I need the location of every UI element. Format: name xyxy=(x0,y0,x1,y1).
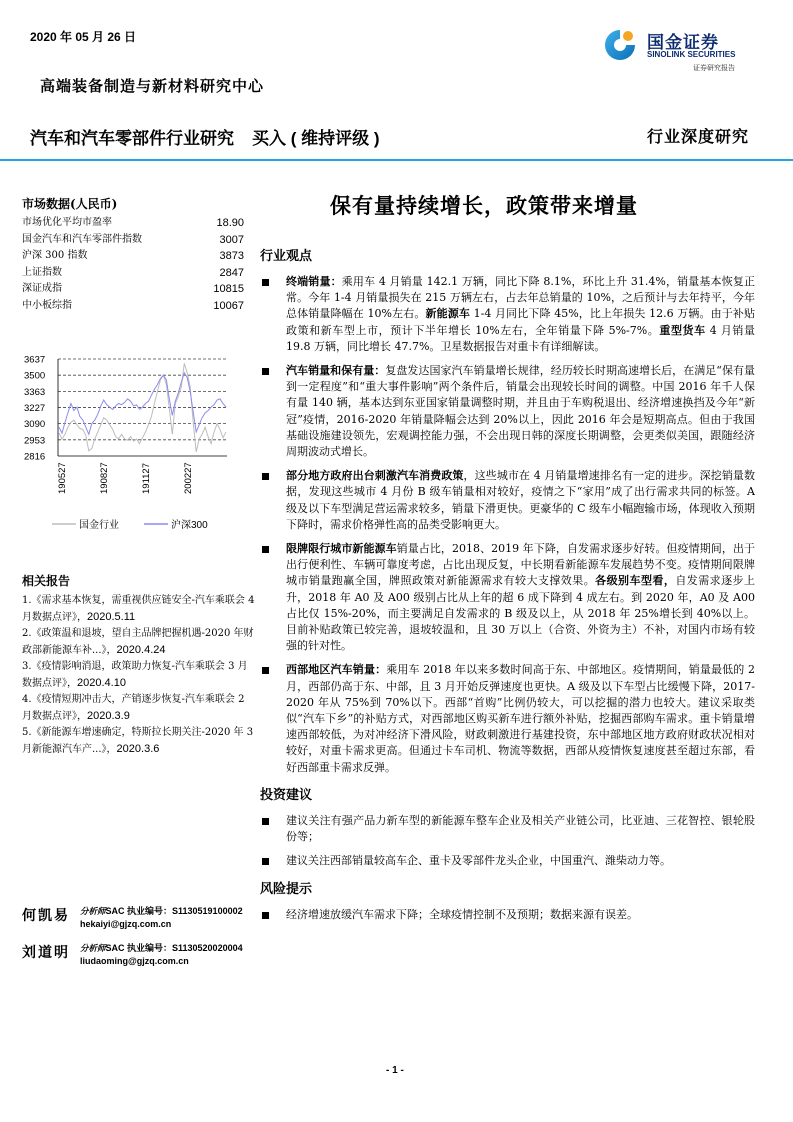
bullet-text: 乘用车 2018 年以来多数时间高于东、中部地区。疫情期间，销量最低的 2 月，西部仍高于东、中部，且 3 月开始反弹速度也更快。A 级及以下车型占比缓慢下降，2017-2020 年从 75%到 70%以下。西部“首购”比例仍较大，可以挖掘的潜力也较大。建议采取类似“汽车下乡”的补贴方式，对西部地区购买新车进行额外补贴，挖掘西部购车需求。重卡销量增速西部较低，为对冲经济下滑风险，财政刺激进行基建投资，东中部地区地方政府财政状况相对较好，对重卡需求更高。但通过卡车司机、物流等数据，西部从疫情恢复速度甚至超过东部，看好西部重卡需求反弹。 xyxy=(286,663,756,774)
analyst-name: 何凯易 xyxy=(22,908,70,924)
market-label: 国金汽车和汽车零部件指数 xyxy=(22,233,142,245)
x-tick-label: 191127 xyxy=(141,463,152,494)
related-report-text: 3.《疫情影响消退，政策助力恢复-汽车乘联会 3 月数据点评》， xyxy=(22,661,248,689)
chart-legend xyxy=(52,518,208,531)
bullet-lead: 西部地区汽车销量 xyxy=(286,663,376,677)
bullet-sep: ： xyxy=(374,364,386,378)
bullet-lead: 部分地方政府出台刺激汽车消费政策 xyxy=(286,469,464,483)
related-report-text: 2.《政策温和退坡，望自主品牌把握机遇-2020 年财政部新能源车补...》， xyxy=(22,628,254,656)
industry-view-bullet xyxy=(260,468,755,533)
market-label: 中小板综指 xyxy=(22,299,72,311)
analyst-cert: SAC 执业编号：S1130519100002 xyxy=(105,906,243,916)
market-data-row xyxy=(22,281,244,298)
bullet-text: 自发需求逐步上升，2018 年 A0 及 A00 级别占比从上年的超 6 成下降到 4 成左右。到 2020 年，A0 及 A00 占比仅 15%-20%，而主要满足自发需求的 B 级及以上，从 2018 年 25%增长到 40%以上。目前补贴政策已较完善，退坡较温和，且 30 万以上（合资、外资为主）不补，对国内市场有较强的针对性。 xyxy=(286,574,756,653)
market-label: 市场优化平均市盈率 xyxy=(22,217,112,228)
related-report-item[interactable] xyxy=(22,626,257,659)
market-value: 10067 xyxy=(213,299,244,312)
bullet-text: 1-4 月同比下降 45%，比上年损失 12.6 万辆。由于补贴政策和新车型上市，预计下半年增长 10%左右，全年销量下降 5%-7%。 xyxy=(286,307,756,337)
analyst-label: 分析师 xyxy=(80,944,106,954)
chart-gridlines xyxy=(58,359,227,440)
analyst-list xyxy=(22,905,262,979)
bullet-lead: 各级别车型看， xyxy=(595,574,676,588)
analyst-email[interactable]: liudaoming@gjzq.com.cn xyxy=(80,956,189,966)
industry-view-bullet xyxy=(260,274,755,355)
market-data-panel xyxy=(22,195,244,314)
market-value: 3007 xyxy=(219,233,244,246)
market-data-row xyxy=(22,248,244,265)
market-value: 3873 xyxy=(219,250,244,262)
investment-bullet: 建议关注西部销量较高车企、重卡及零部件龙头企业，中国重汽、潍柴动力等。 xyxy=(260,853,755,869)
report-title-row xyxy=(30,124,380,149)
market-value: 2847 xyxy=(219,266,244,279)
logo-cn: 国金证券 xyxy=(647,33,719,53)
analyst-card xyxy=(22,942,262,967)
market-data-row xyxy=(22,265,244,282)
y-tick-label: 3090 xyxy=(24,419,46,431)
related-report-date: 2020.3.9 xyxy=(87,710,130,722)
related-report-date: 2020.3.6 xyxy=(116,743,160,755)
bullet-lead: 限牌限行城市新能源车 xyxy=(286,542,397,556)
bullet-sep: ： xyxy=(375,663,387,677)
related-report-item[interactable] xyxy=(22,593,257,626)
market-data-row xyxy=(22,298,244,315)
analyst-info xyxy=(80,905,243,930)
x-tick-label: 190527 xyxy=(57,462,68,494)
analyst-cert: SAC 执业编号：S1130520020004 xyxy=(105,943,243,953)
industry-view-bullet xyxy=(260,662,755,775)
analyst-name: 刘道明 xyxy=(22,945,70,961)
bullet-sep: ： xyxy=(330,275,342,288)
bullet-lead: 终端销量 xyxy=(286,275,331,288)
market-value: 10815 xyxy=(213,283,244,295)
related-report-text: 4.《疫情短期冲击大，产销逐步恢复-汽车乘联会 2 月数据点评》， xyxy=(22,694,245,722)
related-report-item[interactable] xyxy=(22,692,257,725)
rating-badge: 买入 ( 维持评级 ) xyxy=(252,129,380,148)
related-report-date: 2020.4.10 xyxy=(77,677,126,689)
y-tick-label: 3227 xyxy=(24,402,46,414)
report-date: 2020 年 05 月 26 日 xyxy=(30,30,137,44)
legend-label: 沪深300 xyxy=(171,520,208,531)
market-label: 深证成指 xyxy=(22,283,62,294)
report-type: 行业深度研究 xyxy=(646,127,749,146)
related-report-date: 2020.4.24 xyxy=(116,644,166,656)
y-tick-label: 2953 xyxy=(24,435,46,447)
index-line-chart xyxy=(22,352,232,552)
header-divider xyxy=(0,159,793,161)
logo-en: SINOLINK SECURITIES xyxy=(647,50,736,59)
analyst-info xyxy=(80,942,243,967)
x-tick-label: 200227 xyxy=(183,462,194,494)
sinolink-logo xyxy=(603,26,763,72)
research-center: 高端装备制造与新材料研究中心 xyxy=(40,77,265,95)
market-data-row xyxy=(22,215,244,232)
x-tick-label: 190827 xyxy=(99,462,110,494)
investment-heading: 投资建议 xyxy=(260,787,313,803)
bullet-text: 这些城市在 4 月销量增速排名有一定的进步。深挖销量数据，发现这些城市 4 月份 B 级车销量相对较好，疫情之下“家用”成了出行需求共同的标签。A 级及以下车型满足营运需求较多，销量下滑更快。更豪华的 C 级车小幅跑输市场，体现收入预期下降时，需求价格弹性高的品类受影响更大。 xyxy=(286,469,756,531)
industry-view-heading: 行业观点 xyxy=(260,249,313,264)
main-content xyxy=(260,245,755,931)
y-tick-label: 2816 xyxy=(24,451,46,463)
page-number: - 1 - xyxy=(386,1065,404,1076)
analyst-card xyxy=(22,905,262,930)
market-label: 上证指数 xyxy=(22,266,62,278)
bullet-text: 4 月销量 19.8 万辆，同比增长 47.7%。卫星数据报告对重卡有详细解读。 xyxy=(286,323,756,353)
analyst-label: 分析师 xyxy=(80,907,106,917)
bullet-lead: 新能源车 xyxy=(425,307,470,321)
risk-bullet: 经济增速放缓汽车需求下降；全球疫情控制不及预期；数据来源有误差。 xyxy=(260,907,755,923)
related-report-item[interactable] xyxy=(22,725,257,758)
risk-heading: 风险提示 xyxy=(260,881,313,897)
related-reports xyxy=(22,572,257,758)
bullet-lead: 汽车销量和保有量 xyxy=(286,364,375,378)
main-title: 保有量持续增长，政策带来增量 xyxy=(330,193,638,218)
chart-canvas xyxy=(22,352,232,552)
market-data-row xyxy=(22,232,244,249)
legend-label: 国金行业 xyxy=(79,520,119,531)
y-axis-ticks xyxy=(24,355,45,463)
investment-bullet: 建议关注有强产品力新车型的新能源车整车企业及相关产业链公司，比亚迪、三花智控、银轮股份等； xyxy=(260,813,755,845)
bullet-text: 乘用车 4 月销量 142.1 万辆，同比下降 8.1%，环比上升 31.4%，销量基本恢复正常。今年 1-4 月销量损失在 215 万辆左右，占去年总销量的 10%，之后预计与去年持平，今年总体销量降幅在 10%左右。 xyxy=(286,275,756,321)
sinolink-logo-icon xyxy=(603,28,637,62)
related-report-text: 5.《新能源车增速确定，特斯拉长期关注-2020 年 3 月新能源汽车产...》， xyxy=(22,727,254,755)
market-data-table xyxy=(22,215,244,314)
related-report-text: 1.《需求基本恢复，需重视供应链安全-汽车乘联会 4 月数据点评》， xyxy=(22,595,255,623)
series-line-1 xyxy=(59,373,226,435)
report-title: 汽车和汽车零部件行业研究 xyxy=(30,129,234,148)
related-report-date: 2020.5.11 xyxy=(87,611,136,623)
bullet-text: 复盘发达国家汽车销量增长规律，经历较长时期高速增长后，在满足“保有量到一定程度”和“重大事件影响”两个条件后，销量会出现较长时间的调整。中国 2016 年千人保有量 140 辆，基本达到东亚国家销量调整时期，并且由于车购税退出、经济增速换挡及今年“新冠”疫情，2016-2020 年销量降幅会达到 20%以上，因此 2016 年会是短期高点。但由于我国基础设施建设领先，宏观调控能力强，不会出现日韩的深度长期调整，会更类似美国，跟随经济周期波动式增长。 xyxy=(286,364,756,459)
bullet-sep: ， xyxy=(463,469,475,483)
related-reports-title: 相关报告 xyxy=(22,574,71,588)
market-label: 沪深 300 指数 xyxy=(22,250,88,261)
related-report-item[interactable] xyxy=(22,659,257,692)
y-tick-label: 3363 xyxy=(24,386,46,398)
logo-subtitle: 证券研究报告 xyxy=(693,64,735,72)
bullet-lead: 重型货车 xyxy=(659,323,706,337)
industry-view-bullet xyxy=(260,541,755,654)
x-axis-ticks xyxy=(57,462,194,494)
y-tick-label: 3500 xyxy=(24,370,46,382)
industry-view-bullet xyxy=(260,363,755,460)
market-data-title: 市场数据(人民币) xyxy=(22,197,118,211)
bullet-text: 销量占比，2018、2019 年下降，自发需求逐步好转。但疫情期间，出于出行便利性、车辆可靠度考虑，占比出现反复，中长期看新能源车发展趋势不变。疫情期间限牌城市销量跑赢全国，牌照政策对新能源需求有较大支撑效果。 xyxy=(286,542,756,588)
market-value: 18.90 xyxy=(216,217,244,229)
analyst-email[interactable]: hekaiyi@gjzq.com.cn xyxy=(80,919,172,929)
y-tick-label: 3637 xyxy=(24,354,46,366)
